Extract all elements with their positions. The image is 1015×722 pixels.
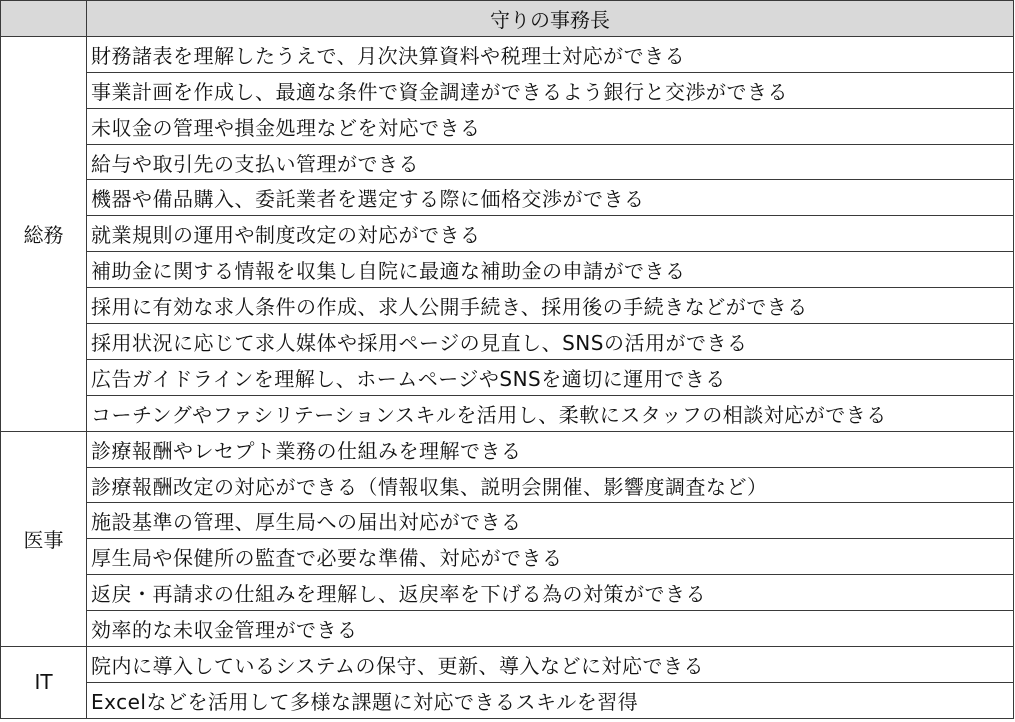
table-row [1, 144, 1014, 180]
header-row [1, 1, 1014, 37]
table-row [1, 36, 1014, 72]
skill-item-cell: 機器や備品購入、委託業者を選定する際に価格交渉ができる [87, 180, 1014, 216]
table-row [1, 467, 1014, 503]
table-row [1, 539, 1014, 575]
skill-item-cell: 診療報酬やレセプト業務の仕組みを理解できる [87, 431, 1014, 467]
skill-item-cell: 診療報酬改定の対応ができる（情報収集、説明会開催、影響度調査など） [87, 467, 1014, 503]
skill-item-cell: 採用に有効な求人条件の作成、求人公開手続き、採用後の手続きなどができる [87, 288, 1014, 324]
table-row [1, 288, 1014, 324]
skill-item-cell: 厚生局や保健所の監査で必要な準備、対応ができる [87, 539, 1014, 575]
skill-item-cell: 施設基準の管理、厚生局への届出対応ができる [87, 503, 1014, 539]
category-cell: 総務 [1, 36, 87, 431]
skill-item-cell: 院内に導入しているシステムの保守、更新、導入などに対応できる [87, 647, 1014, 683]
skill-item-cell: 事業計画を作成し、最適な条件で資金調達ができるよう銀行と交渉ができる [87, 72, 1014, 108]
skill-item-cell: 就業規則の運用や制度改定の対応ができる [87, 216, 1014, 252]
skill-item-cell: 採用状況に応じて求人媒体や採用ページの見直し、SNSの活用ができる [87, 324, 1014, 360]
skill-item-cell: 給与や取引先の支払い管理ができる [87, 144, 1014, 180]
table-title: 守りの事務長 [87, 1, 1014, 37]
skill-item-cell: 返戻・再請求の仕組みを理解し、返戻率を下げる為の対策ができる [87, 575, 1014, 611]
corner-cell [1, 1, 87, 37]
table-row [1, 395, 1014, 431]
table-row [1, 72, 1014, 108]
table-row [1, 359, 1014, 395]
skill-item-cell: 財務諸表を理解したうえで、月次決算資料や税理士対応ができる [87, 36, 1014, 72]
table-row [1, 647, 1014, 683]
category-cell: IT [1, 647, 87, 719]
table-row [1, 503, 1014, 539]
skill-item-cell: コーチングやファシリテーションスキルを活用し、柔軟にスタッフの相談対応ができる [87, 395, 1014, 431]
table-body [1, 36, 1014, 718]
table-row [1, 575, 1014, 611]
table-row [1, 431, 1014, 467]
table-row [1, 324, 1014, 360]
table-row [1, 682, 1014, 718]
category-cell: 医事 [1, 431, 87, 646]
skill-item-cell: 広告ガイドラインを理解し、ホームページやSNSを適切に運用できる [87, 359, 1014, 395]
skill-item-cell: 未収金の管理や損金処理などを対応できる [87, 108, 1014, 144]
table-row [1, 611, 1014, 647]
table-row [1, 108, 1014, 144]
skill-item-cell: 補助金に関する情報を収集し自院に最適な補助金の申請ができる [87, 252, 1014, 288]
skill-item-cell: 効率的な未収金管理ができる [87, 611, 1014, 647]
table-row [1, 180, 1014, 216]
table-row [1, 216, 1014, 252]
table-row [1, 252, 1014, 288]
skill-item-cell: Excelなどを活用して多様な課題に対応できるスキルを習得 [87, 682, 1014, 718]
